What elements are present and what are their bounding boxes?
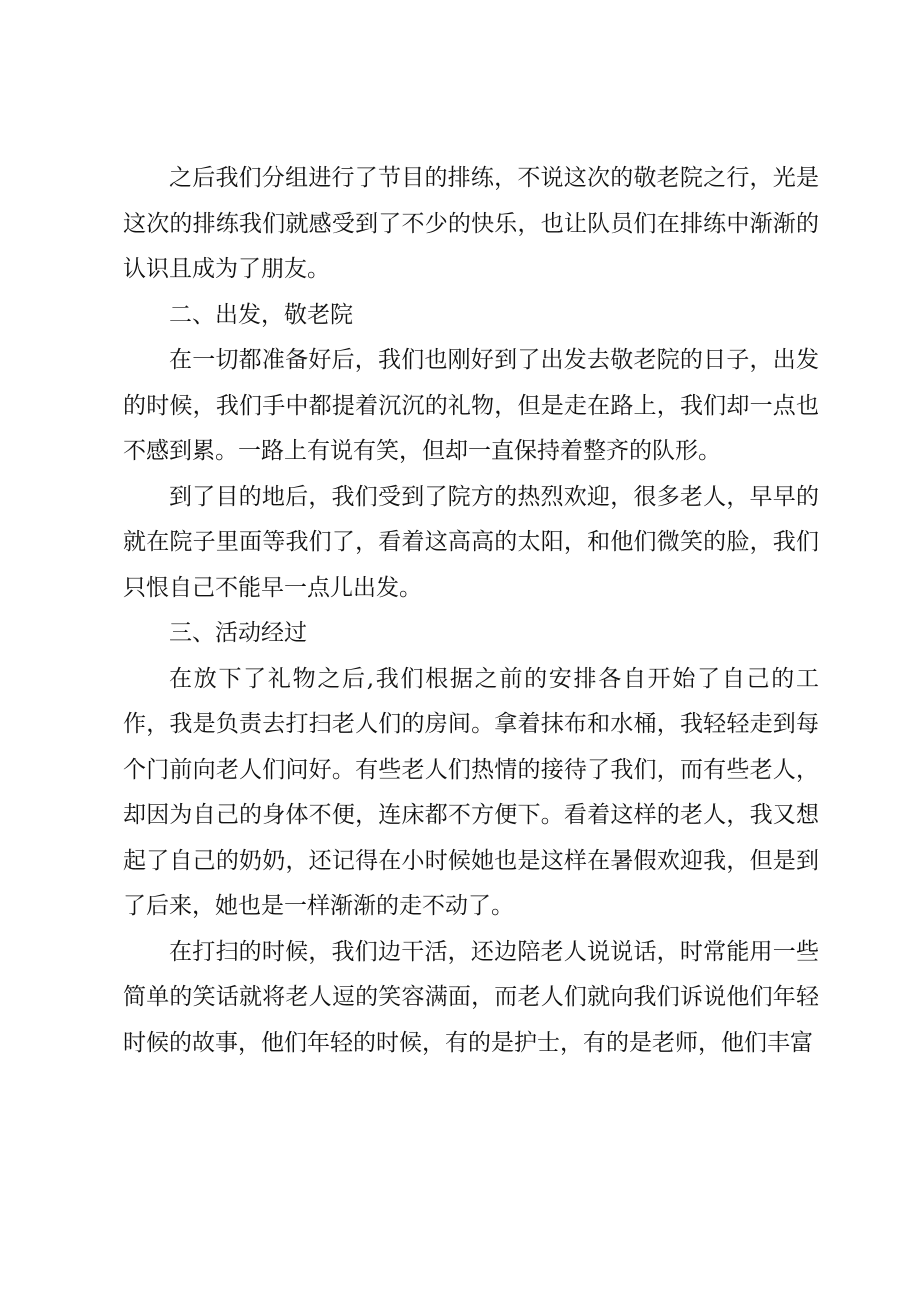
paragraph-rehearsal: 之后我们分组进行了节目的排练，不说这次的敬老院之行，光是这次的排练我们就感受到了不少的快乐，也让队员们在排练中渐渐的认识且成为了朋友。 (123, 165, 819, 282)
paragraph-activity: 在放下了礼物之后,我们根据之前的安排各自开始了自己的工作，我是负责去打扫老人们的房间。拿着抹布和水桶，我轻轻走到每个门前向老人们问好。有些老人们热情的接待了我们，而有些老人，却因为自己的身体不便，连床都不方便下。看着这样的老人，我又想起了自己的奶奶，还记得在小时候她也是这样在暑假欢迎我，但是到了后来，她也是一样渐渐的走不动了。 (123, 665, 819, 919)
section-heading-departure: 二、出发，敬老院 (169, 301, 353, 328)
section-heading-activity: 三、活动经过 (169, 620, 307, 646)
paragraph-arrival: 到了目的地后，我们受到了院方的热烈欢迎，很多老人，早早的就在院子里面等我们了，看着这高高的太阳，和他们微笑的脸，我们只恨自己不能早一点儿出发。 (123, 483, 819, 601)
paragraph-cleaning: 在打扫的时候，我们边干活，还边陪老人说说话，时常能用一些简单的笑话就将老人逗的笑容满面，而老人们就向我们诉说他们年轻时候的故事，他们年轻的时候，有的是护士，有的是老师，他们丰富 (123, 938, 819, 1056)
document-body (123, 156, 819, 1066)
paragraph-departure: 在一切都准备好后，我们也刚好到了出发去敬老院的日子，出发的时候，我们手中都提着沉沉的礼物，但是走在路上，我们却一点也不感到累。一路上有说有笑，但却一直保持着整齐的队形。 (123, 347, 819, 464)
